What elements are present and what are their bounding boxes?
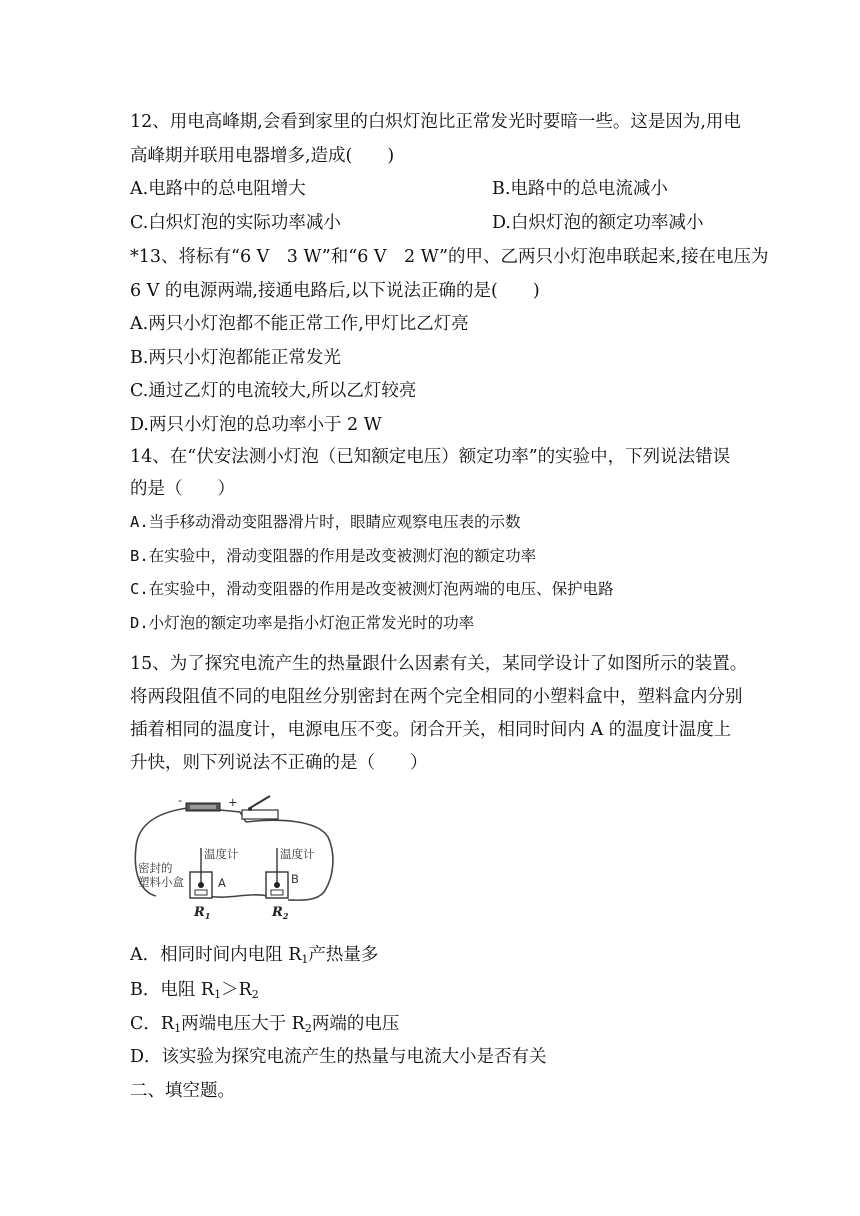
q14-option-c: C.在实验中，滑动变阻器的作用是改变被测灯泡两端的电压、保护电路 xyxy=(130,580,614,598)
switch-pivot xyxy=(248,807,252,811)
q12-options-row2 xyxy=(130,212,704,234)
resistor-r2-icon xyxy=(271,890,283,895)
sealed-box-label-1: 密封的 xyxy=(138,861,173,875)
q13-option-a: A.两只小灯泡都不能正常工作,甲灯比乙灯亮 xyxy=(130,314,469,334)
q13-option-b: B.两只小灯泡都能正常发光 xyxy=(130,348,341,368)
q13-option-c: C.通过乙灯的电流较大,所以乙灯较亮 xyxy=(130,381,417,401)
q14-option-d: D.小灯泡的额定功率是指小灯泡正常发光时的功率 xyxy=(130,614,475,632)
q12-option-d: D.白炽灯泡的额定功率减小 xyxy=(492,213,704,233)
q12-option-b: B.电路中的总电流减小 xyxy=(492,179,668,199)
r1-label: $R_1$ xyxy=(194,905,211,921)
box-a-label: A xyxy=(218,876,226,890)
section-fill-in-heading: 二、填空题。 xyxy=(130,1081,235,1101)
switch-lever-icon xyxy=(250,796,270,808)
q15-option-d: D．该实验为探究电流产生的热量与电流大小是否有关 xyxy=(130,1047,547,1067)
circuit-figure xyxy=(128,792,340,922)
q12-stem-line2: 高峰期并联用电器增多,造成( ) xyxy=(130,146,395,166)
battery-cell xyxy=(190,805,216,809)
battery-plus-label: + xyxy=(228,795,238,809)
thermometer-a-bulb xyxy=(198,882,204,888)
q15-stem-line2: 将两段阻值不同的电阻丝分别密封在两个完全相同的小塑料盒中，塑料盒内分别 xyxy=(130,687,743,707)
q12-stem-line1: 12、用电高峰期,会看到家里的白炽灯泡比正常发光时要暗一些。这是因为,用电 xyxy=(130,112,741,132)
q14-option-a: A.当手移动滑动变阻器滑片时，眼睛应观察电压表的示数 xyxy=(130,513,521,531)
q15-stem-line3: 插着相同的温度计，电源电压不变。闭合开关，相同时间内 A 的温度计温度上 xyxy=(130,720,732,740)
r2-label: $R_2$ xyxy=(272,905,289,921)
q13-stem-line2: 6 V 的电源两端,接通电路后,以下说法正确的是( ) xyxy=(130,281,540,301)
thermometer-a-label: 温度计 xyxy=(204,847,239,861)
q15-stem-line4: 升快，则下列说法不正确的是（ ） xyxy=(130,753,428,773)
q15-option-b: B．电阻 $R_1>R_2$ xyxy=(130,980,259,1001)
q14-option-b: B.在实验中，滑动变阻器的作用是改变被测灯泡的额定功率 xyxy=(130,547,537,565)
q13-stem-line1: *13、将标有“6 V 3 W”和“6 V 2 W”的甲、乙两只小灯泡串联起来,接在电压为 xyxy=(130,247,769,267)
wire-bottom xyxy=(208,895,268,897)
resistor-r1-icon xyxy=(195,890,207,895)
switch-base-icon xyxy=(242,810,278,819)
thermometer-b-label: 温度计 xyxy=(280,847,315,861)
q12-option-c: C.白炽灯泡的实际功率减小 xyxy=(130,213,341,233)
battery-minus-label: - xyxy=(178,793,183,807)
q15-option-a: A．相同时间内电阻 $R_1$产热量多 xyxy=(130,945,379,966)
sealed-box-label-2: 塑料小盒 xyxy=(138,875,184,889)
q15-stem-line1: 15、为了探究电流产生的热量跟什么因素有关，某同学设计了如图所示的装置。 xyxy=(130,654,748,674)
q13-option-d: D.两只小灯泡的总功率小于 2 W xyxy=(130,415,382,435)
q12-option-a: A.电路中的总电阻增大 xyxy=(130,179,306,199)
q14-stem-line1: 14、在“伏安法测小灯泡（已知额定电压）额定功率”的实验中，下列说法错误 xyxy=(130,447,731,467)
q12-options-row1 xyxy=(130,178,668,200)
q15-option-c: C．$R_1$两端电压大于 $R_2$两端的电压 xyxy=(130,1014,400,1035)
box-b-label: B xyxy=(291,872,299,886)
q14-stem-line2: 的是（ ） xyxy=(130,479,235,499)
thermometer-b-bulb xyxy=(274,882,280,888)
